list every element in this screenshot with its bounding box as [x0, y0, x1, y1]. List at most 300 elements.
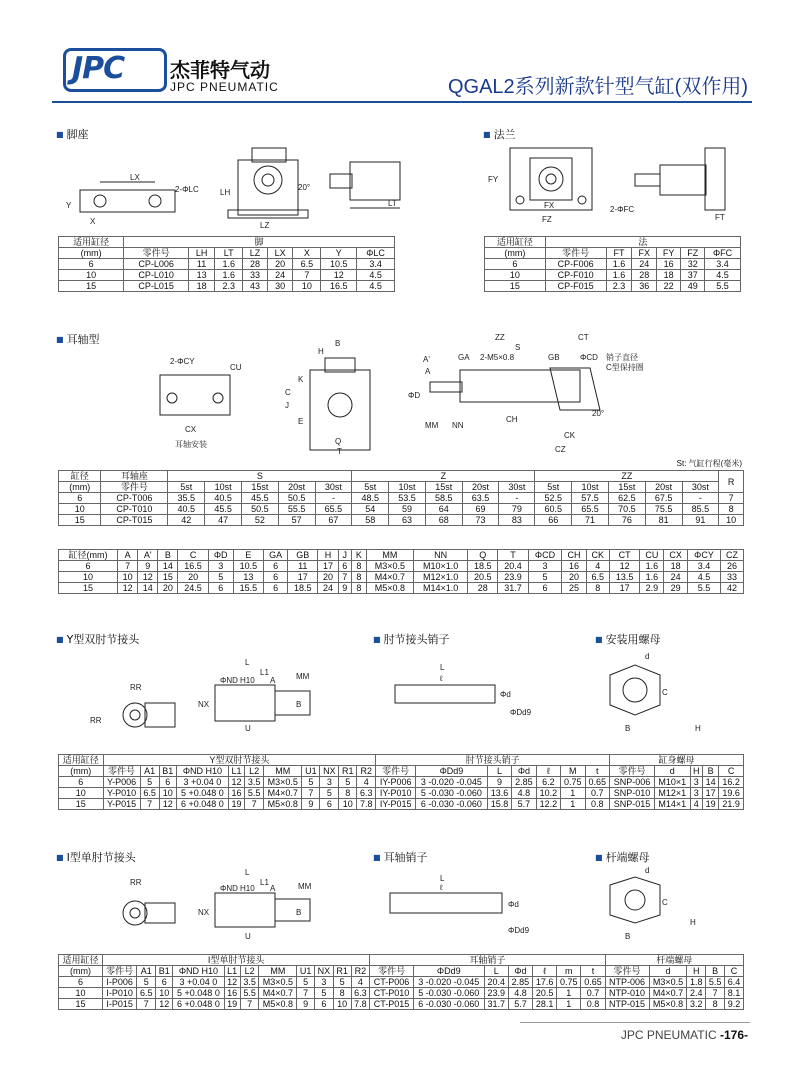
- cell-0: 6: [59, 777, 104, 788]
- cell-8: 9: [302, 799, 320, 810]
- cell-20: M5×0.8: [649, 999, 687, 1010]
- cell-14: 9: [487, 777, 511, 788]
- cell-15: 23.9: [498, 572, 528, 583]
- a1-col-16: ℓ: [536, 766, 560, 777]
- stroke-col: 5st: [535, 482, 572, 493]
- foot-col-6: X: [293, 248, 321, 259]
- a2-col-4: ΦND H10: [173, 966, 224, 977]
- cell-11: 7.8: [357, 799, 376, 810]
- cell-22: 17: [703, 788, 719, 799]
- trunnion-label-s: S: [515, 343, 521, 352]
- cell-4: 3 +0.04 0: [176, 777, 228, 788]
- cell-5: 5: [208, 572, 233, 583]
- cell-13: 57.5: [572, 493, 609, 504]
- section-foot: ■ 脚座: [56, 126, 89, 142]
- yj-label-b: B: [296, 700, 302, 709]
- cell-19: NTP-006: [605, 977, 649, 988]
- cell-9: 3: [315, 977, 334, 988]
- cell-20: M12×1: [655, 788, 691, 799]
- cell-5: 16: [224, 988, 240, 999]
- cell-22: 4.5: [687, 572, 720, 583]
- cell-14: 31.7: [484, 999, 508, 1010]
- cell-20: 1.6: [640, 572, 664, 583]
- table-row: [59, 561, 744, 572]
- cell-19: NTP-010: [605, 988, 649, 999]
- cell-7: 54: [352, 504, 389, 515]
- trunnion-label-d: ΦD: [408, 391, 421, 400]
- cell-22: 7: [706, 988, 725, 999]
- cell-5: 20: [267, 259, 293, 270]
- cell-14: 70.5: [608, 504, 645, 515]
- section-trunnion: ■ 耳轴型: [56, 331, 100, 347]
- cell-4: 6 +0.048 0: [176, 799, 228, 810]
- cell-1: 12: [118, 583, 138, 594]
- ij-label-nx: NX: [198, 908, 210, 917]
- pin-label-ell: ℓ: [440, 674, 443, 683]
- cell-8: 7: [302, 788, 320, 799]
- cell-12: M3×0.5: [366, 561, 413, 572]
- table-row: [59, 270, 395, 281]
- pin-label-l: L: [440, 663, 445, 672]
- stroke-col: 5st: [352, 482, 389, 493]
- cell-2: 7: [137, 999, 156, 1010]
- foot-label-angle: 20°: [298, 183, 311, 192]
- cell-2: 6.5: [140, 788, 159, 799]
- cell-22: 5.5: [687, 583, 720, 594]
- cell-22: 3.4: [687, 561, 720, 572]
- cell-0: 15: [485, 281, 546, 292]
- rnut-label-c: C: [662, 898, 668, 907]
- cell-12: CT-P010: [370, 988, 413, 999]
- cell-11: -: [499, 493, 535, 504]
- cell-1: CP-F006: [545, 259, 606, 270]
- cell-17: 20: [562, 572, 586, 583]
- cell-0: 10: [59, 270, 124, 281]
- section-pin: ■ 肘节接头销子: [373, 631, 450, 647]
- flange-col-6: ΦFC: [705, 248, 741, 259]
- cell-0: 10: [59, 572, 118, 583]
- cell-9: 17: [318, 561, 338, 572]
- cell-2: 35.5: [168, 493, 205, 504]
- cell-22: 8: [706, 999, 725, 1010]
- trunnion-label-pin-dia: 销子直径: [606, 353, 638, 362]
- cell-11: 4: [351, 977, 370, 988]
- cell-0: 10: [59, 504, 101, 515]
- footer-brand: JPC PNEUMATIC: [620, 1028, 717, 1042]
- tt-sub-0: (mm): [59, 482, 101, 493]
- a1-h-yjoint: Y型双肘节接头: [103, 755, 376, 766]
- dim-col-21: CX: [664, 550, 688, 561]
- cell-23: 21.9: [719, 799, 744, 810]
- cell-14: 20.5: [468, 572, 498, 583]
- cell-1: CP-L010: [124, 270, 189, 281]
- yj-label-u: U: [245, 724, 251, 733]
- cell-4: 16.5: [178, 561, 208, 572]
- tt-sub-1: 零件号: [101, 482, 168, 493]
- section-rod-nut: ■ 杆端螺母: [595, 849, 650, 865]
- cell-5: 16: [228, 788, 244, 799]
- flange-label-fz: FZ: [542, 215, 552, 224]
- foot-table-h-bore: 适用缸径: [59, 237, 124, 248]
- flange-col-5: FZ: [681, 248, 705, 259]
- cell-3: 14: [158, 561, 178, 572]
- cell-0: 15: [59, 583, 118, 594]
- cell-16: 6: [528, 583, 562, 594]
- cell-5: 30: [267, 281, 293, 292]
- cell-17: 0.75: [557, 977, 581, 988]
- cell-3: 12: [159, 799, 176, 810]
- trunnion-label-e: E: [298, 417, 304, 426]
- cell-4: 45.5: [241, 493, 278, 504]
- tt-h-z: Z: [352, 471, 535, 482]
- cell-15: 2.85: [508, 977, 532, 988]
- cell-17: 25: [562, 583, 586, 594]
- stroke-col: 20st: [278, 482, 315, 493]
- cell-7: M5×0.8: [264, 799, 302, 810]
- cell-2: 5: [140, 777, 159, 788]
- cell-4: 20: [178, 572, 208, 583]
- cell-8: 17: [288, 572, 318, 583]
- cell-4: 3 +0.04 0: [173, 977, 224, 988]
- ij-label-a: A: [270, 884, 276, 893]
- dim-col-12: MM: [366, 550, 413, 561]
- trunnion-label-cy: 2-ΦCY: [170, 357, 195, 366]
- dim-col-0: 缸径(mm): [59, 550, 118, 561]
- cell-18: 0.7: [581, 988, 605, 999]
- a1-col-7: MM: [264, 766, 302, 777]
- title-divider: [52, 101, 752, 103]
- cell-14: 23.9: [484, 988, 508, 999]
- cell-1: Y-P015: [103, 799, 140, 810]
- stroke-col: 30st: [315, 482, 352, 493]
- cell-23: 8.1: [724, 988, 743, 999]
- flange-label-fx: FX: [544, 201, 555, 210]
- a1-col-3: B1: [159, 766, 176, 777]
- cell-5: 3: [208, 561, 233, 572]
- cell-17: 1: [557, 999, 581, 1010]
- table-row: [59, 572, 744, 583]
- cell-9: 3: [320, 777, 339, 788]
- cell-10: 10: [333, 999, 351, 1010]
- cell-7: 10.5: [321, 259, 357, 270]
- cell-10: 10: [339, 799, 357, 810]
- cell-18: 8: [586, 583, 610, 594]
- section-y-joint: ■ Y型双肘节接头: [56, 631, 139, 647]
- cell-2: 7: [140, 799, 159, 810]
- cell-16: 85.5: [682, 504, 719, 515]
- cell-22: 5.5: [706, 977, 725, 988]
- cell-8: 3.4: [357, 259, 395, 270]
- pin-label-dd9: ΦDd9: [510, 708, 532, 717]
- a1-col-14: L: [487, 766, 511, 777]
- cell-19: 12: [610, 561, 640, 572]
- cell-0: 15: [59, 281, 124, 292]
- mnut-label-c: C: [662, 688, 668, 697]
- cell-17: 1: [557, 988, 581, 999]
- dim-col-17: CH: [562, 550, 586, 561]
- a2-col-21: H: [687, 966, 706, 977]
- yj-label-l: L: [245, 658, 250, 667]
- trunnion-label-ct: CT: [578, 333, 589, 342]
- flange-label-ft: FT: [715, 213, 725, 222]
- foot-label-lx: LX: [130, 173, 140, 182]
- cell-20: M4×0.7: [649, 988, 687, 999]
- cell-16: 28.1: [533, 999, 557, 1010]
- cell-3: 40.5: [205, 493, 242, 504]
- cell-5: 24: [267, 270, 293, 281]
- cell-23: 16.2: [719, 777, 744, 788]
- dim-col-16: ΦCD: [528, 550, 562, 561]
- cell-7: 58: [352, 515, 389, 526]
- cell-15: 20.4: [498, 561, 528, 572]
- cell-18: 4: [586, 561, 610, 572]
- cell-6: 15.5: [233, 583, 263, 594]
- a1-col-5: L1: [228, 766, 244, 777]
- cell-15: 67.5: [645, 493, 682, 504]
- cell-3: 1.6: [215, 259, 243, 270]
- a2-col-17: m: [557, 966, 581, 977]
- a2-col-0: (mm): [59, 966, 103, 977]
- cell-10: 6: [338, 561, 351, 572]
- cell-2: 14: [138, 583, 158, 594]
- accessory-table-1: [58, 754, 744, 810]
- cell-16: 12.2: [536, 799, 560, 810]
- stroke-col: 10st: [205, 482, 242, 493]
- cell-9: 6: [315, 999, 334, 1010]
- foot-label-lz: LZ: [260, 221, 270, 230]
- cell-1: CP-F010: [545, 270, 606, 281]
- cell-3: 6: [159, 777, 176, 788]
- cell-13: 5 -0.030 -0.060: [416, 788, 488, 799]
- dimension-table: [58, 549, 744, 594]
- cell-6: -: [315, 493, 352, 504]
- cell-18: 6.5: [586, 572, 610, 583]
- cell-16: 5: [528, 572, 562, 583]
- cell-2: 12: [138, 572, 158, 583]
- trunnion-label-20: 20°: [592, 409, 605, 418]
- stroke-col: 30st: [682, 482, 719, 493]
- cell-9: 24: [318, 583, 338, 594]
- cell-21: 29: [664, 583, 688, 594]
- a1-col-23: C: [719, 766, 744, 777]
- cell-13: 5 -0.030 -0.060: [413, 988, 484, 999]
- cell-20: M10×1: [655, 777, 691, 788]
- accessory-drawings-1: [60, 645, 750, 745]
- cell-11: 4: [357, 777, 376, 788]
- cell-17: 0.75: [561, 777, 585, 788]
- cell-16: -: [682, 493, 719, 504]
- cell-4: 18: [656, 270, 680, 281]
- ij-label-u: U: [245, 932, 251, 941]
- cell-23: 26: [721, 561, 744, 572]
- cell-14: 15.8: [487, 799, 511, 810]
- brand-chinese: 杰菲特气动: [170, 58, 270, 82]
- foot-col-7: Y: [321, 248, 357, 259]
- a1-col-12: 零件号: [376, 766, 416, 777]
- foot-label-lc: 2-ΦLC: [175, 185, 199, 194]
- page-number: -176-: [719, 1028, 748, 1042]
- a1-col-0: (mm): [59, 766, 104, 777]
- stroke-col: 10st: [389, 482, 426, 493]
- cell-11: 83: [499, 515, 535, 526]
- cell-3: 15: [158, 572, 178, 583]
- a2-col-19: 零件号: [605, 966, 649, 977]
- rnut-label-h: H: [690, 918, 696, 927]
- foot-col-2: LH: [188, 248, 214, 259]
- a1-col-17: M: [561, 766, 585, 777]
- a2-col-12: 零件号: [370, 966, 413, 977]
- flange-col-4: FY: [656, 248, 680, 259]
- cell-16: 3: [528, 561, 562, 572]
- flange-table-h-bore: 适用缸径: [485, 237, 546, 248]
- trunnion-label-install: 耳轴安装: [175, 440, 207, 449]
- table-row: [59, 777, 744, 788]
- cell-6: 5.5: [245, 788, 264, 799]
- cell-6: 13: [233, 572, 263, 583]
- yj-label-nx: NX: [198, 700, 210, 709]
- foot-col-4: LZ: [243, 248, 268, 259]
- a2-h-bore: 适用缸径: [59, 955, 103, 966]
- section-mount-nut: ■ 安装用螺母: [595, 631, 661, 647]
- cell-17: 1: [561, 799, 585, 810]
- cell-4: 50.5: [241, 504, 278, 515]
- cell-10: 7: [338, 572, 351, 583]
- cell-5: 50.5: [278, 493, 315, 504]
- dim-col-14: Q: [468, 550, 498, 561]
- cell-2: 5: [137, 977, 156, 988]
- yj-label-mm: MM: [296, 672, 310, 681]
- cell-3: 2.3: [215, 281, 243, 292]
- ij-label-rr: RR: [130, 878, 142, 887]
- cell-2: 9: [138, 561, 158, 572]
- cell-12: IY-P006: [376, 777, 416, 788]
- cell-9: 6: [320, 799, 339, 810]
- ij-label-l1: L1: [260, 878, 269, 887]
- stroke-col: 30st: [499, 482, 535, 493]
- cell-11: 8: [351, 572, 366, 583]
- cell-20: 1.6: [640, 561, 664, 572]
- cell-0: 10: [59, 788, 104, 799]
- cell-11: 7.8: [351, 999, 370, 1010]
- cell-2: 13: [188, 270, 214, 281]
- table-row: [59, 281, 395, 292]
- cell-9: 5: [320, 788, 339, 799]
- yj-label-h10: H10: [240, 676, 255, 685]
- stroke-col: 20st: [462, 482, 499, 493]
- a1-h-pin: 肘节接头销子: [376, 755, 610, 766]
- cell-11: 8: [351, 561, 366, 572]
- cell-5: 49: [681, 281, 705, 292]
- cell-6: 5.5: [240, 988, 259, 999]
- cell-3: 28: [632, 270, 656, 281]
- rnut-label-d: d: [645, 866, 650, 875]
- tt-h-bore: 缸径: [59, 471, 101, 482]
- a1-col-10: R1: [339, 766, 357, 777]
- cell-10: 5: [333, 977, 351, 988]
- foot-label-y: Y: [66, 201, 72, 210]
- cell-16: 91: [682, 515, 719, 526]
- cell-18: 0.8: [585, 799, 609, 810]
- cell-9: 64: [425, 504, 462, 515]
- foot-label-lt: LT: [388, 199, 397, 208]
- yj-label-l1: L1: [260, 668, 269, 677]
- foot-col-8: ΦLC: [357, 248, 395, 259]
- cell-15: 2.85: [512, 777, 536, 788]
- cell-4: 6 +0.048 0: [173, 999, 224, 1010]
- dim-col-9: H: [318, 550, 338, 561]
- cell-1: CP-F015: [545, 281, 606, 292]
- ij-label-nd: ΦND: [220, 884, 238, 893]
- trunnion-label-nn: NN: [452, 421, 464, 430]
- mnut-label-d: d: [645, 652, 650, 661]
- dim-col-18: CK: [586, 550, 610, 561]
- a2-col-7: MM: [259, 966, 297, 977]
- a2-h-pin: 耳轴销子: [370, 955, 605, 966]
- cell-11: 79: [499, 504, 535, 515]
- cell-22: 14: [703, 777, 719, 788]
- cell-1: Y-P010: [103, 788, 140, 799]
- trunnion-drawing: [140, 333, 670, 456]
- cell-23: 9.2: [724, 999, 743, 1010]
- cell-21: 24: [664, 572, 688, 583]
- foot-col-5: LX: [267, 248, 293, 259]
- trunnion-label-j: J: [285, 401, 289, 410]
- cell-23: 42: [721, 583, 744, 594]
- cell-6: 10.5: [233, 561, 263, 572]
- table-row: [59, 583, 744, 594]
- cell-2: 18: [188, 281, 214, 292]
- cell-2: 11: [188, 259, 214, 270]
- cell-0: 15: [59, 999, 103, 1010]
- dim-col-11: K: [351, 550, 366, 561]
- tt-h-r: R: [719, 471, 744, 493]
- trunnion-label-mm: MM: [425, 421, 439, 430]
- cell-6: 5.5: [705, 281, 741, 292]
- cell-6: 7: [240, 999, 259, 1010]
- accessory-drawings-2: [60, 863, 750, 958]
- flange-col-1: 零件号: [545, 248, 606, 259]
- cell-1: CP-T015: [101, 515, 168, 526]
- yj-label-nd: ΦND: [220, 676, 238, 685]
- cell-7: M4×0.7: [259, 988, 297, 999]
- trunnion-label-h: H: [318, 347, 324, 356]
- trunnion-label-cz: CZ: [555, 445, 566, 454]
- cell-17: 1: [561, 788, 585, 799]
- table-row: [59, 999, 744, 1010]
- cell-14: 28: [468, 583, 498, 594]
- a1-col-15: Φd: [512, 766, 536, 777]
- cell-15: 5.7: [508, 999, 532, 1010]
- cell-20: M14×1: [655, 799, 691, 810]
- cell-7: M5×0.8: [259, 999, 297, 1010]
- flange-col-0: (mm): [485, 248, 546, 259]
- cell-5: 57: [278, 515, 315, 526]
- cell-7: M4×0.7: [264, 788, 302, 799]
- a2-col-15: Φd: [508, 966, 532, 977]
- cell-2: 42: [168, 515, 205, 526]
- trunnion-label-k: K: [298, 375, 304, 384]
- cell-0: 6: [59, 493, 101, 504]
- cell-16: 17.6: [533, 977, 557, 988]
- table-row: [59, 504, 744, 515]
- cell-13: 65.5: [572, 504, 609, 515]
- cell-8: 5: [302, 777, 320, 788]
- ij-label-l: L: [245, 868, 250, 877]
- cell-2: 6.5: [137, 988, 156, 999]
- cell-6: 7: [293, 270, 321, 281]
- cell-16: 10.2: [536, 788, 560, 799]
- accessory-table-2: [58, 954, 744, 1010]
